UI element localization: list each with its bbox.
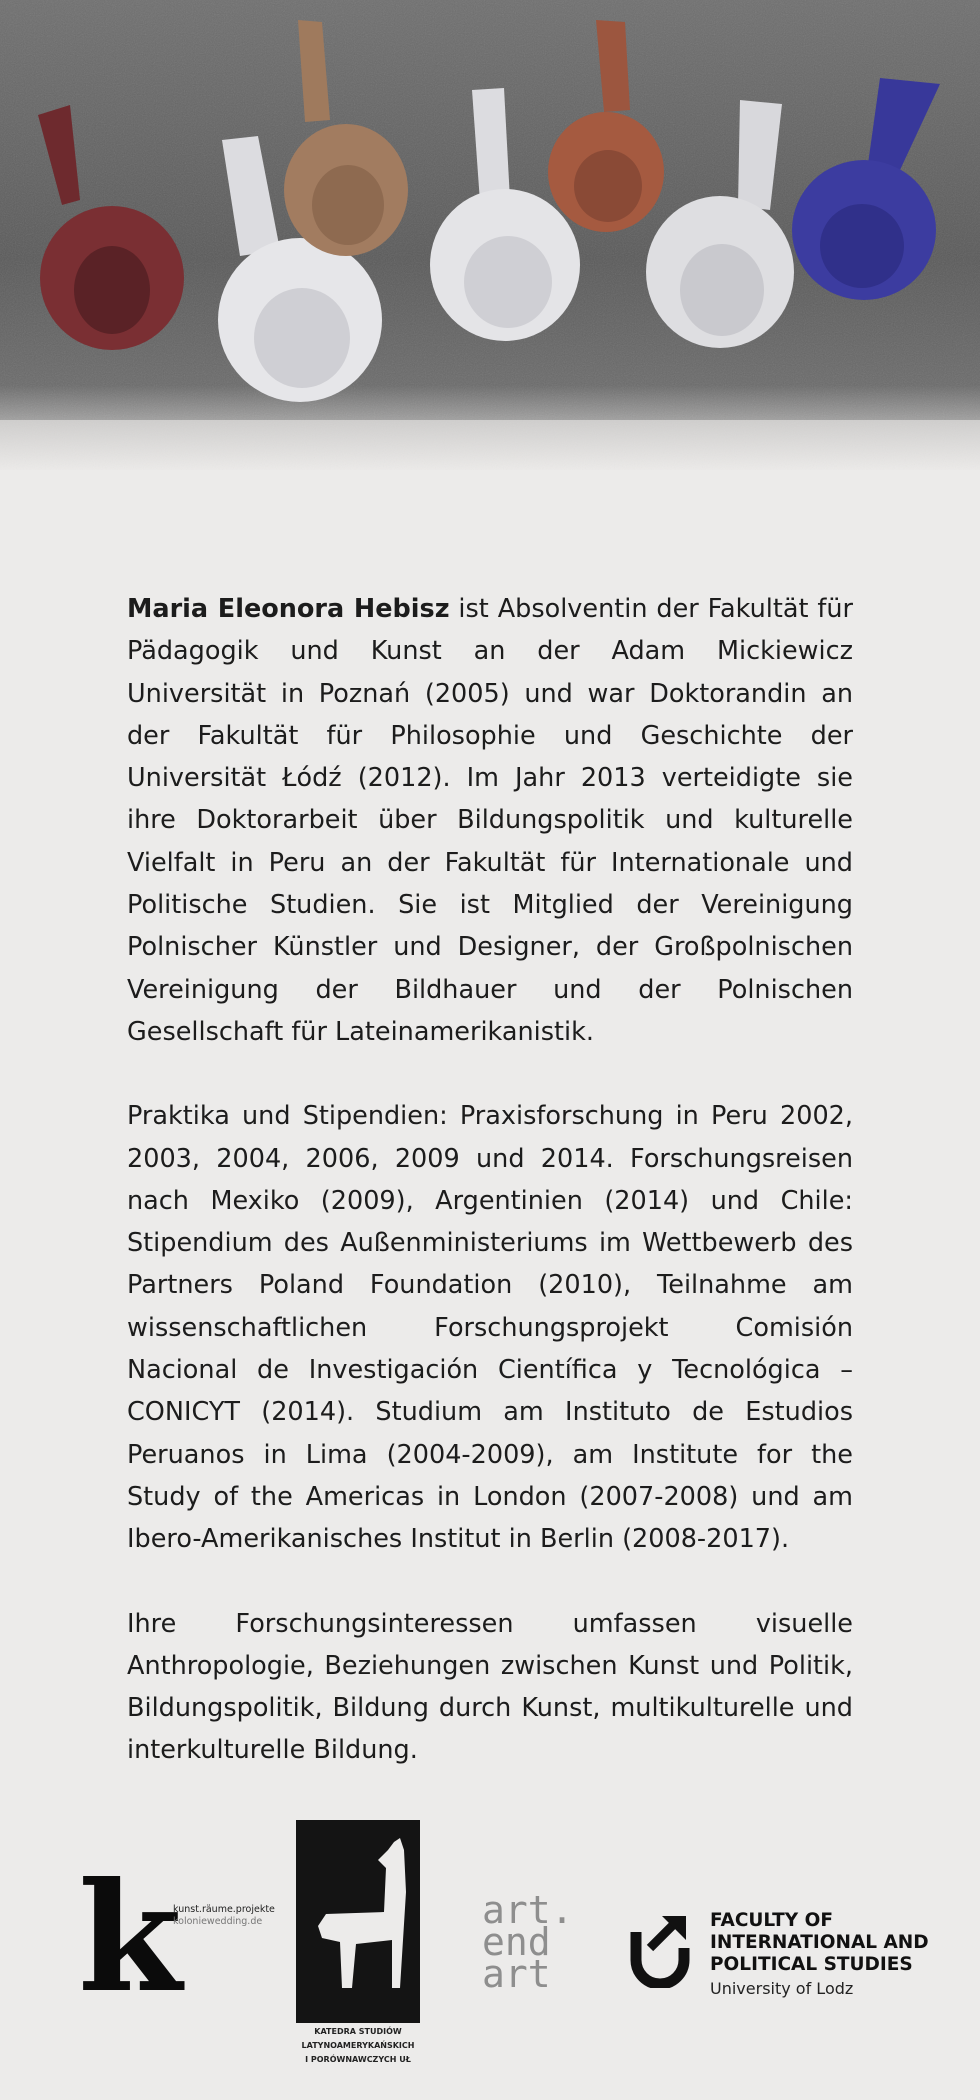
k-logo-text (173, 1904, 275, 1928)
ceramic-head-blue (792, 78, 940, 300)
k-logo-line2: koloniewedding.de (173, 1916, 263, 1927)
bio-paragraph-1-text: ist Absolventin der Fakultät für Pädagogik und Kunst an der Adam Mickiewicz Universität in Poznań (2005) und war Doktorandin an der Fakultät für Philosophie und Geschichte der Universität Łódź (2012). Im Jahr 2013 verteidigte sie ihre Doktorarbeit über Bildungspolitik und kulturelle Vielfalt in Peru an der Fakultät für Internationale und Politische Studien. Sie ist Mitglied der Vereinigung Polnischer Künstler und Designer, der Großpolnischen Vereinigung der Bildhauer und der Polnischen Gesellschaft für Lateinamerikanistik. (127, 594, 853, 1047)
ceramic-head-terracotta (548, 20, 664, 232)
art-line2: end (482, 1920, 551, 1964)
bio-paragraph-1 (127, 588, 853, 1053)
faculty-line1: FACULTY OF (710, 1910, 833, 1931)
katedra-logo (296, 1820, 420, 2065)
faculty-university: University of Lodz (710, 1979, 854, 1998)
llama-icon (296, 1820, 420, 2023)
art-end-art-logo (482, 1888, 574, 1996)
ceramic-head-white-3 (646, 100, 794, 348)
faculty-text (710, 1910, 950, 2002)
bio-paragraph-3: Ihre Forschungsinteressen umfassen visuelle Anthropologie, Beziehungen zwischen Kunst und Politik, Bildungspolitik, Bildung durch Kunst, multikulturelle und interkulturelle Bildung. (127, 1608, 853, 1766)
ceramic-head-red (38, 105, 184, 350)
kunst-raeume-logo (78, 1850, 275, 2026)
katedra-line1: KATEDRA STUDIÓW (314, 2027, 402, 2036)
faculty-line3: POLITICAL STUDIES (710, 1954, 913, 1975)
author-name: Maria Eleonora Hebisz (127, 594, 450, 624)
bio-paragraph-2: Praktika und Stipendien: Praxisforschung in Peru 2002, 2003, 2004, 2006, 2009 und 2014. Forschungsreisen nach Mexiko (2009), Argentinien (2014) und Chile: Stipendium des Außenministeriums im Wettbewerb des Partners Poland Foundation (2010), Teilnahme am wissenschaftlichen Forschungsprojekt Comisión Nacional de Investigación Científica y Tecnológica – CONICYT (2014). Studium am Instituto de Estudios Peruanos in Lima (2004-2009), am Institute for the Study of the Americas in London (2007-2008) und am Ibero-Amerikanisches Institut in Berlin (2008-2017). (127, 1101, 853, 1555)
k-logo-line1: kunst.räume.projekte (173, 1904, 275, 1915)
ceramic-head-white-2 (430, 88, 580, 341)
faculty-emblem-icon (628, 1912, 694, 1988)
katedra-line2: LATYNOAMERYKAŃSKICH (301, 2041, 415, 2050)
katedra-line3: I PORÓWNAWCZYCH UŁ (305, 2055, 411, 2064)
faculty-line2: INTERNATIONAL AND (710, 1932, 929, 1953)
header-photo (0, 0, 980, 470)
biography (127, 588, 853, 1814)
art-line3: art (482, 1952, 551, 1996)
faculty-logo (628, 1910, 929, 1998)
art-line1: art. (482, 1888, 574, 1932)
k-letter: k (78, 1850, 178, 2026)
ceramic-head-tan (284, 20, 408, 256)
